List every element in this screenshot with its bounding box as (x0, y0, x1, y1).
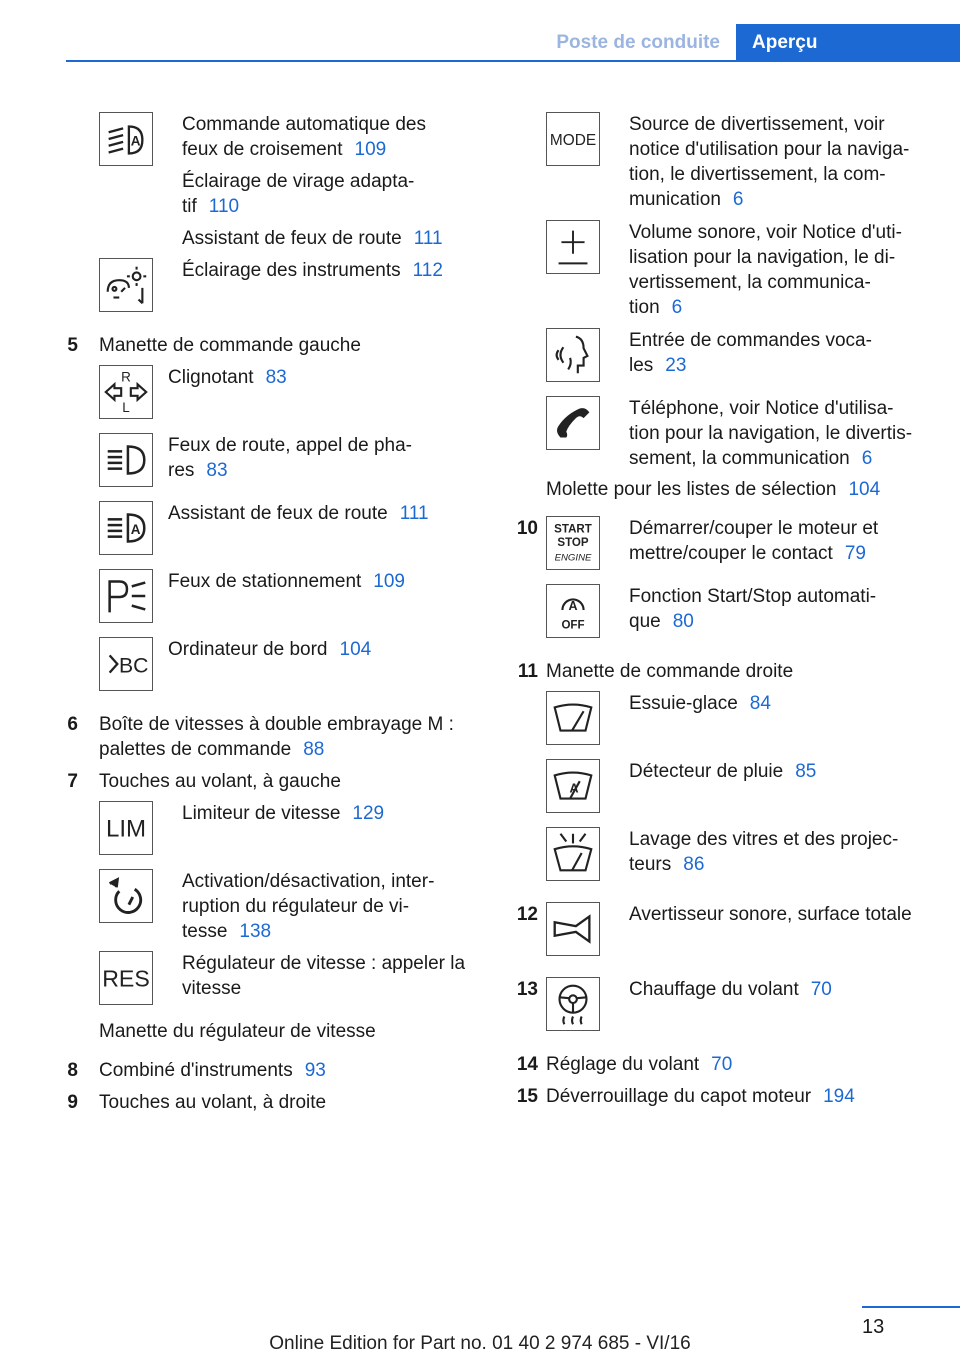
item-number: 14 (516, 1054, 538, 1075)
item-number: 9 (67, 1092, 78, 1113)
item-adaptive-light: Éclairage de virage adapta- tif 110 (182, 171, 415, 217)
page-ref-link[interactable]: 79 (844, 543, 866, 564)
page-ref-link[interactable]: 83 (265, 367, 287, 388)
page-ref-link[interactable]: 93 (304, 1060, 326, 1081)
icon-letter: A (568, 599, 578, 614)
icon-letter: R (121, 369, 131, 385)
icon-letter: L (122, 400, 130, 416)
page-ref-link[interactable]: 138 (239, 921, 272, 942)
icon-label: OFF (561, 619, 585, 632)
item-high-beam: Feux de route, appel de pha- res 83 (168, 435, 413, 481)
item-number: 8 (67, 1060, 78, 1081)
icon-label: LIM (105, 815, 147, 843)
icon-label: ENGINE (554, 552, 592, 564)
washer-icon (546, 827, 600, 881)
icon-label: MODE (549, 131, 597, 149)
voice-control-icon (546, 328, 600, 382)
icon-label: RES (102, 965, 150, 992)
svg-text:A: A (130, 133, 141, 149)
page-ref-link[interactable]: 83 (206, 460, 228, 481)
item-voice-control: Entrée de commandes voca- les 23 (629, 330, 872, 376)
page-ref-link[interactable]: 23 (665, 355, 687, 376)
page-ref-link[interactable]: 84 (749, 693, 771, 714)
item-auto-start-stop: Fonction Start/Stop automati- que 80 (629, 586, 877, 632)
parking-light-icon (99, 569, 153, 623)
item-rain-sensor: Détecteur de pluie 85 (629, 761, 817, 782)
tab-apercu[interactable]: Aperçu (736, 24, 960, 62)
wiper-icon (546, 691, 600, 745)
mode-icon (546, 112, 600, 166)
item-horn: Avertisseur sonore, surface totale (629, 904, 912, 925)
page-ref-link[interactable]: 6 (732, 189, 744, 210)
page-ref-link[interactable]: 109 (354, 139, 387, 160)
item-start-stop: Démarrer/couper le moteur et mettre/couper le contact 79 (629, 518, 879, 564)
cruise-control-toggle-icon (99, 869, 153, 923)
item-entertainment-source: Source de divertissement, voir notice d'utilisation pour la naviga- tion, le divertissement, la com- munication 6 (629, 114, 910, 210)
page-ref-link[interactable]: 70 (711, 1054, 733, 1075)
section-right-wheel-buttons: Touches au volant, à droite (99, 1092, 327, 1113)
item-turn-signal: Clignotant 83 (168, 367, 287, 388)
item-instrument-cluster: Combiné d'instruments 93 (99, 1060, 326, 1081)
svg-text:A: A (569, 781, 579, 796)
high-beam-assist-icon (99, 501, 153, 555)
page-ref-link[interactable]: 88 (303, 739, 325, 760)
item-high-beam-assist: Assistant de feux de route 111 (182, 228, 443, 249)
item-number: 12 (516, 904, 538, 925)
section-left-wheel-buttons: Touches au volant, à gauche (99, 771, 341, 792)
item-high-beam-assist-2: Assistant de feux de route 111 (168, 503, 429, 524)
item-speed-limiter: Limiteur de vitesse 129 (182, 803, 385, 824)
page-ref-link[interactable]: 104 (848, 479, 881, 500)
item-volume: Volume sonore, voir Notice d'uti- lisation pour la navigation, le di- vertissement, la communica- tion 6 (629, 222, 902, 318)
steering-wheel-heating-icon (546, 977, 600, 1031)
instrument-light-icon (99, 258, 153, 312)
page-ref-link[interactable]: 111 (399, 503, 429, 524)
item-wiper: Essuie-glace 84 (629, 693, 771, 714)
item-hood-release: Déverrouillage du capot moteur 194 (546, 1086, 855, 1107)
page-ref-link[interactable]: 112 (412, 260, 443, 281)
page-ref-link[interactable]: 110 (208, 196, 240, 217)
resume-icon (99, 951, 153, 1005)
svg-text:A: A (130, 521, 141, 537)
item-number: 5 (67, 335, 78, 356)
page-ref-link[interactable]: 104 (339, 639, 372, 660)
icon-label: START (554, 523, 592, 536)
item-steering-heating: Chauffage du volant 70 (629, 979, 832, 1000)
high-beam-icon (99, 433, 153, 487)
item-paddles: Boîte de vitesses à double embrayage M : palettes de commande 88 (99, 714, 454, 760)
item-selection-wheel: Molette pour les listes de sélection 104 (546, 479, 881, 500)
page-number: 13 (862, 1316, 885, 1338)
page-ref-link[interactable]: 6 (671, 297, 683, 318)
turn-signal-icon (99, 365, 153, 419)
page-ref-link[interactable]: 129 (352, 803, 385, 824)
item-telephone: Téléphone, voir Notice d'utilisa- tion pour la navigation, le divertis- sement, la communication 6 (629, 398, 913, 469)
auto-headlight-icon (99, 112, 153, 166)
page-ref-link[interactable]: 85 (795, 761, 817, 782)
item-instrument-lighting: Éclairage des instruments 112 (182, 260, 443, 281)
rain-sensor-icon (546, 759, 600, 813)
header-rule (66, 60, 960, 62)
page-ref-link[interactable]: 109 (373, 571, 405, 592)
item-number: 6 (67, 714, 78, 735)
icon-label: STOP (557, 536, 589, 549)
online-edition-note: Online Edition for Part no. 01 40 2 974 685 - VI/16 (269, 1333, 691, 1354)
start-stop-button-icon (546, 516, 600, 570)
item-number: 15 (516, 1086, 538, 1107)
section-right-stalk: Manette de commande droite (546, 661, 794, 682)
page-ref-link[interactable]: 70 (810, 979, 832, 1000)
item-number: 11 (517, 661, 538, 682)
page-header (0, 24, 960, 62)
page-ref-link[interactable]: 6 (861, 448, 873, 469)
page-ref-link[interactable]: 80 (672, 611, 694, 632)
onboard-computer-icon (99, 637, 153, 691)
page-ref-link[interactable]: 194 (823, 1086, 855, 1107)
item-onboard-computer: Ordinateur de bord 104 (168, 639, 372, 660)
cruise-control-stalk-label: Manette du régulateur de vitesse (99, 1021, 376, 1042)
footer-rule (862, 1306, 960, 1308)
item-number: 13 (516, 979, 538, 1000)
section-left-stalk: Manette de commande gauche (99, 335, 361, 356)
speed-limiter-icon (99, 801, 153, 855)
item-cruise-resume: Régulateur de vitesse : appeler la vitesse (182, 953, 466, 999)
page-ref-link[interactable]: 86 (683, 854, 705, 875)
item-washer: Lavage des vitres et des projec- teurs 86 (629, 829, 899, 875)
item-number: 7 (67, 771, 78, 792)
item-cruise-toggle: Activation/désactivation, inter- ruption du régulateur de vi- tesse 138 (182, 871, 435, 942)
section-title[interactable]: Poste de conduite (556, 32, 720, 53)
item-number: 10 (516, 518, 538, 539)
horn-icon (546, 902, 600, 956)
page-ref-link[interactable]: 111 (413, 228, 443, 249)
phone-icon (546, 396, 600, 450)
item-auto-low-beam: Commande automatique des feux de croisement 109 (182, 114, 426, 160)
item-steering-adjust: Réglage du volant 70 (546, 1054, 733, 1075)
item-parking-light: Feux de stationnement 109 (168, 571, 405, 592)
icon-label: BC (118, 654, 149, 678)
auto-start-stop-off-icon (546, 584, 600, 638)
volume-icon (546, 220, 600, 274)
